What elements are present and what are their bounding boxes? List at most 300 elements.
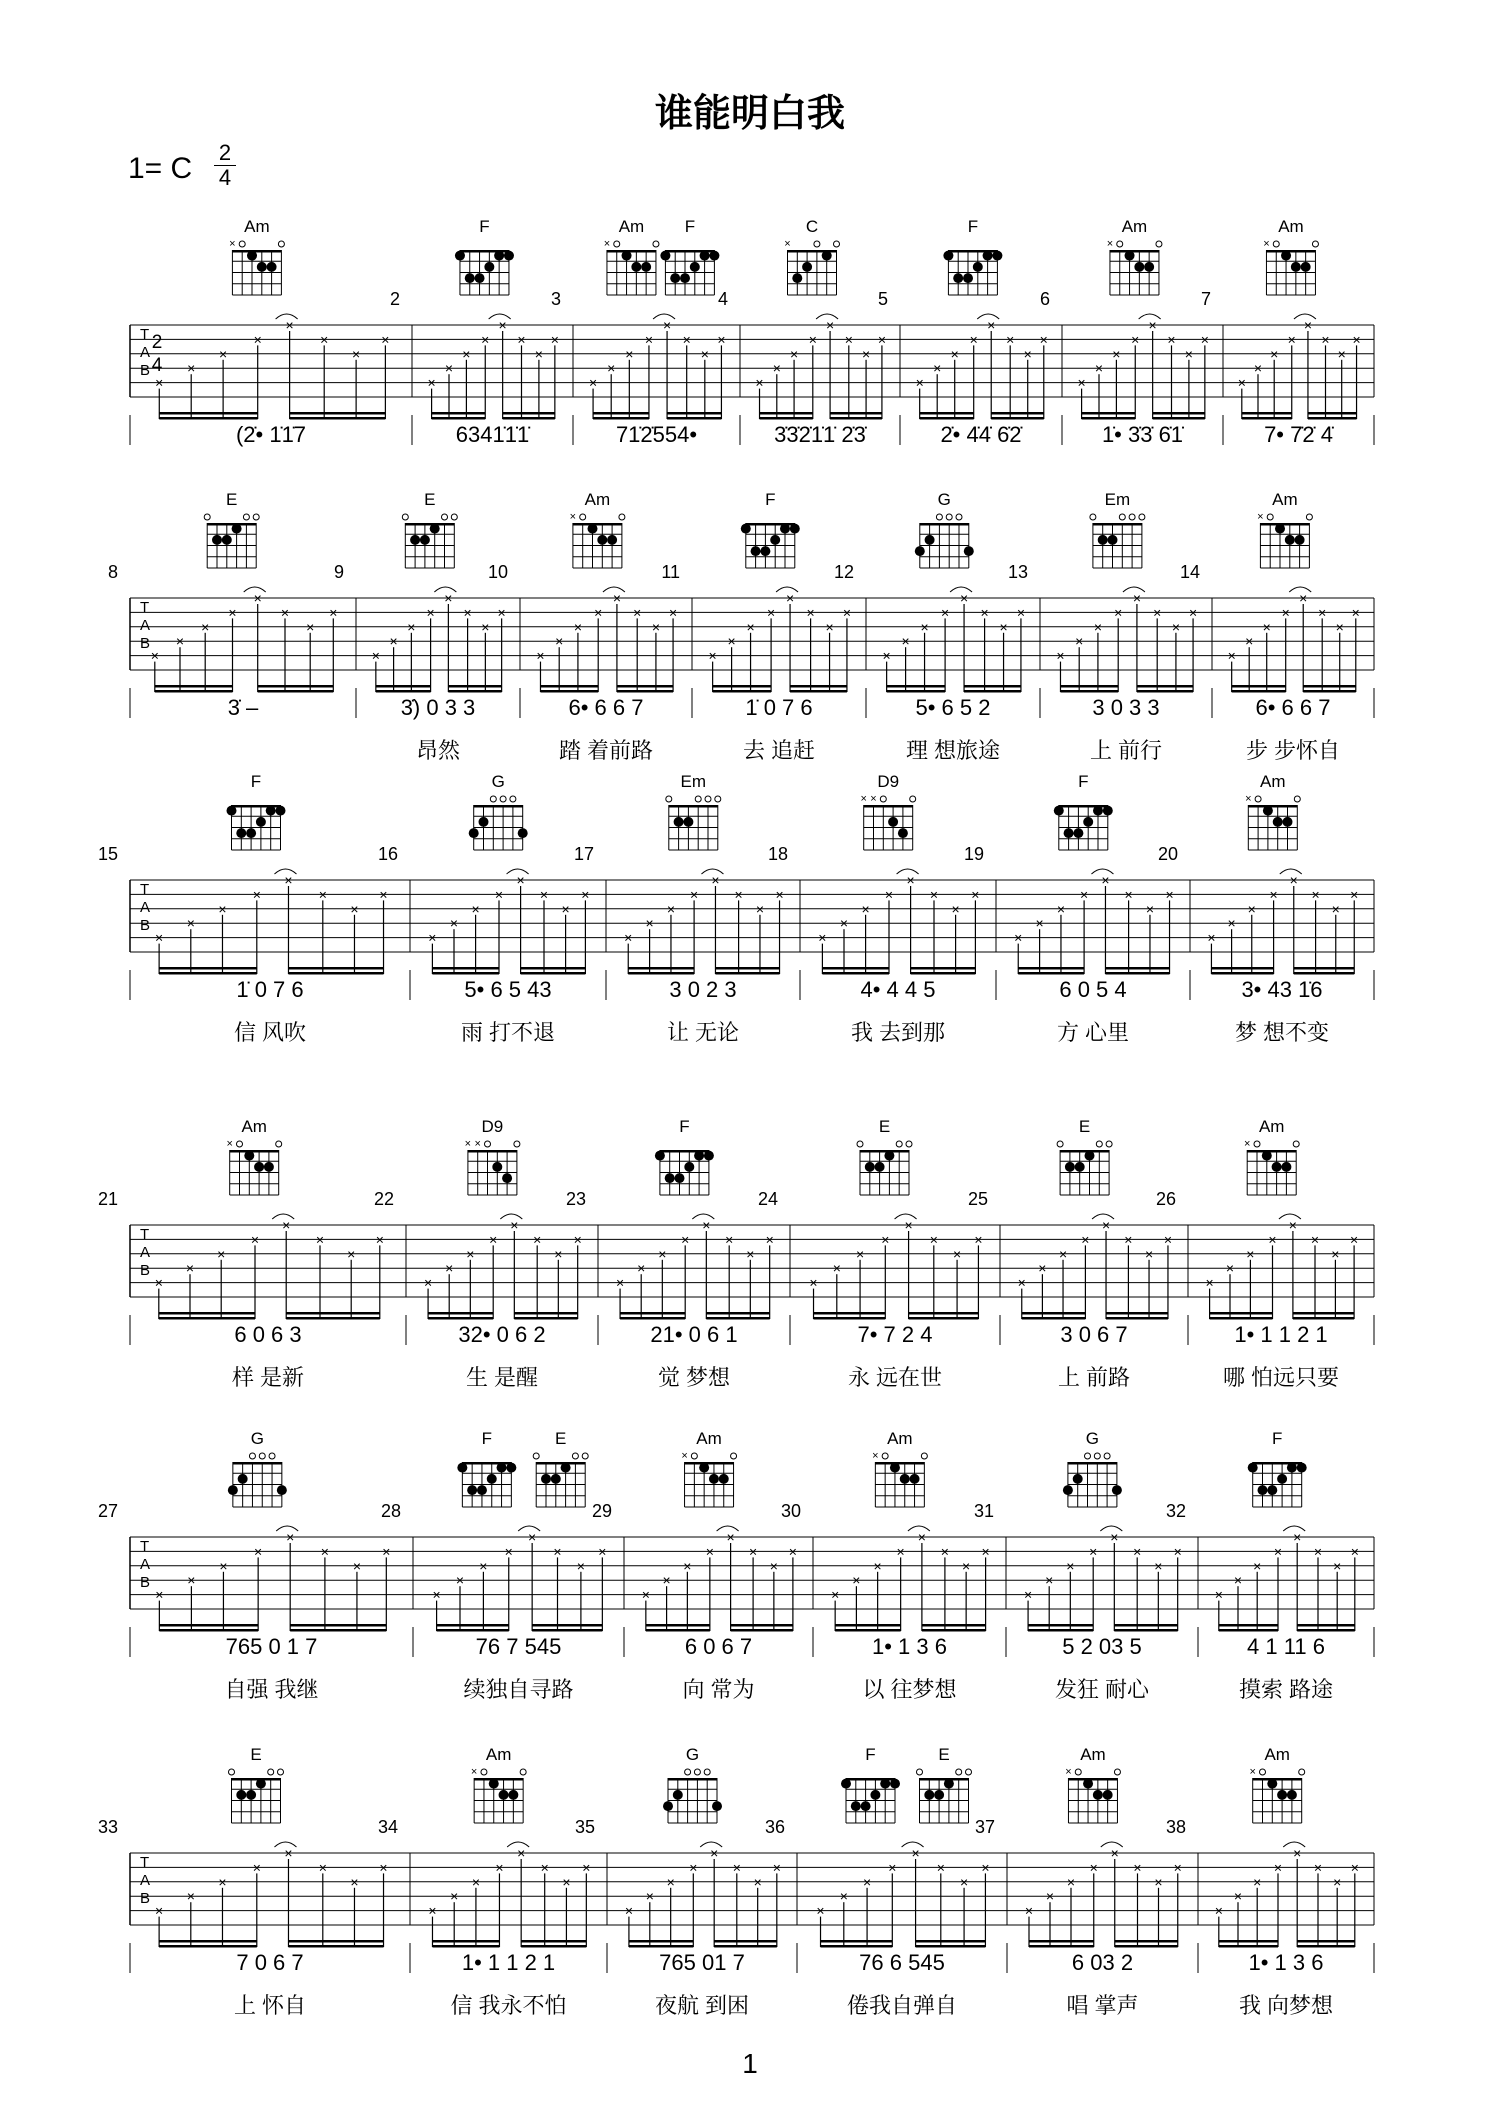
measure-number: 38 [1165,1817,1186,1837]
chord-name: F [250,772,262,791]
chord-open-mark [229,1769,235,1775]
tab-x-note: × [708,647,717,664]
chord-mute-mark: × [860,793,867,805]
chord-open-mark [653,241,659,247]
beam [715,967,779,970]
chord-nut [1068,1462,1117,1465]
chord-diagram [229,1745,284,1823]
beam [290,412,386,415]
chord-open-mark [966,1769,972,1775]
chord-finger-dot [1287,1790,1297,1800]
tab-x-note: × [711,872,720,888]
chord-diagram [228,1429,287,1507]
chord-finger-dot [1281,1162,1291,1172]
tab-x-note: × [1056,647,1065,664]
chord-open-mark [237,1141,243,1147]
chord-finger-dot [861,1801,871,1811]
chord-mute-mark: × [1245,793,1252,805]
chord-name: Am [1121,217,1148,236]
tab-x-note: × [789,345,799,362]
tab-x-note: × [1337,345,1346,362]
tab-x-note: × [428,929,437,946]
chord-diagram [455,217,514,295]
tab-x-note: × [969,331,978,348]
tab-x-note: × [1014,929,1023,946]
beam [731,1624,793,1627]
chord-finger-dot [674,817,684,827]
chord-open-mark [731,1453,737,1459]
chord-finger-dot [489,1779,499,1789]
chord-nut [1060,1150,1109,1153]
chord-open-mark [533,1453,539,1459]
tab-x-note: × [683,1557,692,1574]
beam [290,1624,386,1627]
tab-system [98,772,1374,1045]
tab-letter-a: A [140,1556,151,1573]
chord-finger-dot [1267,1779,1277,1789]
tab-x-note: × [553,1543,562,1560]
beam [1293,1317,1354,1320]
tab-x-note: × [971,886,980,903]
chord-finger-dot [712,1801,722,1811]
beam [628,972,694,975]
jianpu-notation: 1• 1 3 6 [1248,1950,1324,1975]
chord-name: F [967,217,979,236]
lyric-text: 自强 我继 [224,1677,319,1702]
beam [1106,1317,1168,1320]
tab-x-note: × [444,360,454,377]
tab-letter-t: T [140,1538,150,1555]
tab-x-note: × [426,604,435,621]
chord-finger-dot [709,251,719,261]
chord-finger-dot [875,1162,885,1172]
chord-open-mark [694,1769,700,1775]
beam [521,967,586,970]
tab-x-note: × [852,1572,861,1589]
tab-x-note: × [769,1557,778,1574]
jianpu-notation: 6• 6 6 7 [1255,695,1331,720]
chord-finger-dot [276,806,286,816]
beam [916,1940,986,1943]
tab-x-note: × [466,1245,475,1262]
chord-nut [536,1462,585,1465]
tab-x-note: × [1045,1888,1055,1905]
beam [646,1629,710,1632]
chord-diagram [741,490,800,568]
beam [830,417,882,420]
chord-finger-dot [641,262,651,272]
beam [432,412,486,415]
chord-nut [1248,805,1297,808]
chord-diagram [226,1117,281,1195]
tab-x-note: × [320,1543,329,1560]
chord-finger-dot [660,251,670,261]
tab-x-note: × [250,1231,260,1248]
chord-open-mark [1254,1141,1260,1147]
tab-x-note: × [1038,1260,1047,1277]
jianpu-notation: 1̇ 0 7 6 [236,977,304,1002]
tab-x-note: × [187,1572,196,1589]
chord-open-mark [857,1141,863,1147]
measure-number: 35 [574,1817,595,1837]
beam [1232,690,1286,693]
tab-x-note: × [1350,1859,1359,1876]
chord-open-mark [510,796,516,802]
beam [620,1317,685,1320]
measure-number: 36 [764,1817,785,1837]
tab-x-note: × [746,618,755,635]
tab-x-note: × [929,886,939,903]
chord-open-mark [906,1141,912,1147]
beam [258,685,334,688]
tab-letter-t: T [140,599,150,616]
measure-number: 3 [550,289,561,309]
lyric-text: 唱 掌声 [1066,1993,1139,2018]
tab-x-note: × [1273,1543,1283,1560]
tab-x-note: × [1350,1231,1359,1248]
chord-open-mark [278,241,284,247]
lyric-text: 以 往梦想 [862,1677,957,1702]
tab-x-note: × [705,1543,714,1560]
measure-number: 12 [833,562,854,582]
tab-x-note: × [555,633,564,650]
tab-x-note: × [644,331,654,348]
chord-mute-mark: × [464,1138,472,1150]
chord-finger-dot [1098,535,1108,545]
chord-open-mark [1312,241,1318,247]
tab-x-note: × [952,1245,962,1262]
measure-number: 37 [974,1817,995,1837]
tab-x-note: × [959,1873,969,1890]
chord-finger-dot [477,1485,487,1495]
beam [790,690,847,693]
chord-name: F [479,217,490,236]
tab-x-note: × [862,1873,872,1890]
chord-open-mark [956,1769,962,1775]
beam [288,1945,383,1948]
chord-nut [668,1778,717,1781]
chord-nut [607,250,656,253]
chord-finger-dot [943,251,953,261]
jianpu-notation: 3 0 2 3 [669,977,737,1002]
tab-x-note: × [702,1217,711,1233]
chord-finger-dot [467,1485,477,1495]
beam [290,417,386,420]
tab-x-note: × [581,886,590,903]
chord-open-mark [1114,1769,1120,1775]
chord-finger-dot [924,1790,934,1800]
tab-x-note: × [1303,317,1313,333]
chord-name: Am [584,490,611,509]
tab-x-note: × [951,900,960,917]
chord-name: Am [1264,1745,1290,1764]
chord-finger-dot [257,262,267,272]
chord-finger-dot [751,546,761,556]
chord-finger-dot [694,1151,704,1161]
tab-system [98,1745,1374,2018]
tab-x-note: × [1154,1557,1163,1574]
tab-x-note: × [1145,900,1155,917]
chord-finger-dot [455,251,465,261]
tab-x-note: × [1144,1245,1154,1262]
chord-name: Am [244,217,270,236]
chord-finger-dot [607,535,617,545]
measure-number: 13 [1007,562,1028,582]
chord-finger-dot [1285,535,1295,545]
tab-x-note: × [1023,345,1032,362]
lyric-text: 上 前行 [1089,738,1163,763]
tab-x-note: × [284,872,293,888]
tab-x-note: × [732,1859,741,1876]
tab-x-note: × [788,1543,797,1560]
chord-name: E [938,1745,950,1764]
tab-x-note: × [375,1231,384,1248]
tab-x-note: × [808,331,817,348]
tab-x-note: × [329,604,338,621]
tab-x-note: × [1080,886,1089,903]
beam [432,1940,499,1943]
tab-x-note: × [1132,590,1142,606]
lyric-text: 上 怀自 [233,1993,307,2018]
tab-x-note: × [1058,1245,1068,1262]
beam [821,1940,893,1943]
beam [1114,1629,1177,1632]
tab-time-bottom: 4 [151,355,163,376]
chord-finger-dot [1112,1485,1122,1495]
chord-name: F [1272,1429,1283,1448]
tab-x-note: × [1318,604,1327,621]
beam [432,967,499,970]
jianpu-notation: 76 6 545 [859,1950,945,1975]
tab-x-note: × [576,1557,585,1574]
lyric-text: 方 心里 [1056,1020,1130,1045]
tab-x-note: × [315,1231,325,1248]
chord-finger-dot [964,546,974,556]
measure-number: 19 [963,844,984,864]
tab-x-note: × [1313,1543,1323,1560]
tab-x-note: × [481,618,490,635]
measure-number: 26 [1155,1189,1176,1209]
tab-x-note: × [252,886,261,903]
tab-x-note: × [1112,345,1121,362]
chord-open-mark [451,514,457,520]
tab-x-note: × [1133,1859,1142,1876]
measure-number: 20 [1157,844,1178,864]
tab-x-note: × [219,1557,228,1574]
beam [991,417,1044,420]
tab-x-note: × [253,331,262,348]
beam [1114,1624,1177,1627]
tab-x-note: × [573,618,583,635]
chord-open-mark [882,1453,888,1459]
lyric-text: 哪 怕远只要 [1222,1365,1340,1390]
tab-x-note: × [217,1245,226,1262]
tab-letter-a: A [140,899,151,916]
jianpu-notation: 4 1 11 6 [1247,1634,1325,1659]
tab-letter-t: T [140,326,150,343]
tab-x-note: × [690,886,699,903]
tab-x-note: × [450,1888,459,1905]
chord-nut [230,1150,279,1153]
tab-x-note: × [187,360,196,377]
measure-number: 29 [591,1501,612,1521]
beam [911,967,976,970]
tab-letter-b: B [140,1574,151,1591]
tab-x-note: × [915,374,924,391]
chord-finger-dot [880,1779,890,1789]
chord-finger-dot [228,1485,238,1495]
measure-number: 33 [97,1817,118,1837]
chord-nut [232,1778,281,1781]
chord-finger-dot [992,251,1002,261]
tab-x-note: × [767,604,776,621]
tab-x-note: × [873,1557,882,1574]
chord-diagram [1065,1745,1120,1823]
tab-x-note: × [882,647,891,664]
jianpu-notation: 21• 0 6 1 [650,1322,738,1347]
tab-x-note: × [980,604,989,621]
lyric-text: 雨 打不退 [460,1020,556,1045]
tab-x-note: × [495,1859,504,1876]
tab-x-note: × [1017,1274,1026,1291]
beam [1018,967,1084,970]
chord-finger-dot [1295,535,1305,545]
beam [920,412,974,415]
chord-mute-mark: × [1243,1138,1251,1150]
tab-x-note: × [428,1902,437,1919]
beam [514,1312,577,1315]
tab-x-note: × [1124,886,1133,903]
chord-open-mark [514,1141,520,1147]
chord-nut [1247,1150,1296,1153]
tab-x-note: × [1101,872,1110,888]
chord-finger-dot [487,1474,497,1484]
tab-x-note: × [528,1529,537,1545]
tab-x-note: × [379,1859,388,1876]
chord-finger-dot [680,273,690,283]
beam [1060,690,1118,693]
chord-name: F [684,217,696,236]
tab-x-note: × [1247,900,1256,917]
tab-x-note: × [252,1859,261,1876]
chord-name: F [865,1745,876,1764]
jianpu-notation: 2̇• 4̇4̇ 6̇2̇ [940,422,1022,447]
tab-x-note: × [877,331,887,348]
chord-finger-dot [910,1474,920,1484]
beam [159,1940,257,1943]
tab-x-note: × [1253,1873,1262,1890]
tab-x-note: × [517,331,526,348]
tab-x-note: × [1188,604,1198,621]
chord-finger-dot [1064,828,1074,838]
chord-finger-dot [504,251,514,261]
tab-x-note: × [350,1873,359,1890]
jianpu-notation: 6 0 5 4 [1059,977,1127,1002]
chord-open-mark [253,514,259,520]
jianpu-notation: 71̇2̇554• [615,422,698,447]
chord-finger-dot [673,1790,683,1800]
lyric-text: 倦我自弹自 [846,1993,958,2018]
jianpu-notation: (2̇• 1̇1̇7 [235,422,307,447]
tab-x-note: × [624,929,633,946]
chord-open-mark [715,796,721,802]
chord-nut [1260,523,1309,526]
beam [760,412,813,415]
tab-x-note: × [839,1888,848,1905]
jianpu-notation: 5 2 03 5 [1062,1634,1142,1659]
chord-diagram [1257,490,1312,568]
tab-x-note: × [1171,618,1181,635]
tab-x-note: × [1173,1859,1182,1876]
tab-x-note: × [884,886,894,903]
tab-x-note: × [612,590,622,606]
chord-finger-dot [457,1463,467,1473]
chord-finger-dot [551,1474,561,1484]
jianpu-notation: 1̇• 3̇3̇ 6̇1̇ [1101,422,1184,447]
tab-x-note: × [423,1274,433,1291]
chord-finger-dot [1093,806,1103,816]
beam [629,1945,693,1948]
chord-nut [405,523,454,526]
measure [155,217,389,447]
jianpu-notation: 1̇ 0 7 6 [745,695,813,720]
chord-finger-dot [898,828,908,838]
chord-finger-dot [802,262,812,272]
tab-x-note: × [806,604,815,621]
jianpu-notation: 1• 1 3 6 [872,1634,947,1659]
jianpu-notation: 1• 1 1 2 1 [461,1950,556,1975]
tab-x-note: × [504,1543,513,1560]
beam [835,1629,900,1632]
beam [428,1317,493,1320]
tab-letter-t: T [140,1226,150,1243]
chord-finger-dot [420,535,430,545]
measure-number: 11 [661,562,680,582]
chord-finger-dot [699,1463,709,1473]
tab-x-note: × [489,1231,498,1248]
tab-x-note: × [573,1231,582,1248]
beam [667,417,721,420]
chord-open-mark [917,1769,923,1775]
tab-time-top: 2 [151,332,163,353]
tab-x-note: × [444,590,453,606]
chord-open-mark [580,514,586,520]
chord-finger-dot [246,828,256,838]
tab-x-note: × [844,331,853,348]
chord-nut [1068,1778,1117,1781]
measure-number: 21 [97,1189,118,1209]
tab-x-note: × [658,1245,667,1262]
tab-x-note: × [1350,886,1359,903]
chord-finger-dot [700,251,710,261]
chord-diagram [465,1117,520,1195]
tab-x-note: × [746,1245,755,1262]
beam [617,690,673,693]
tab-x-note: × [539,886,549,903]
beam [1294,972,1354,975]
tab-x-note: × [407,618,416,635]
chord-diagram [915,490,974,568]
chord-finger-dot [502,1173,512,1183]
tab-x-note: × [285,317,294,333]
measure-number: 22 [373,1189,394,1209]
beam [514,1317,577,1320]
chord-finger-dot [238,1474,248,1484]
beam [540,690,598,693]
tab-x-note: × [1214,1902,1223,1919]
chord-name: Am [696,1429,722,1448]
chord-open-mark [1293,1141,1299,1147]
